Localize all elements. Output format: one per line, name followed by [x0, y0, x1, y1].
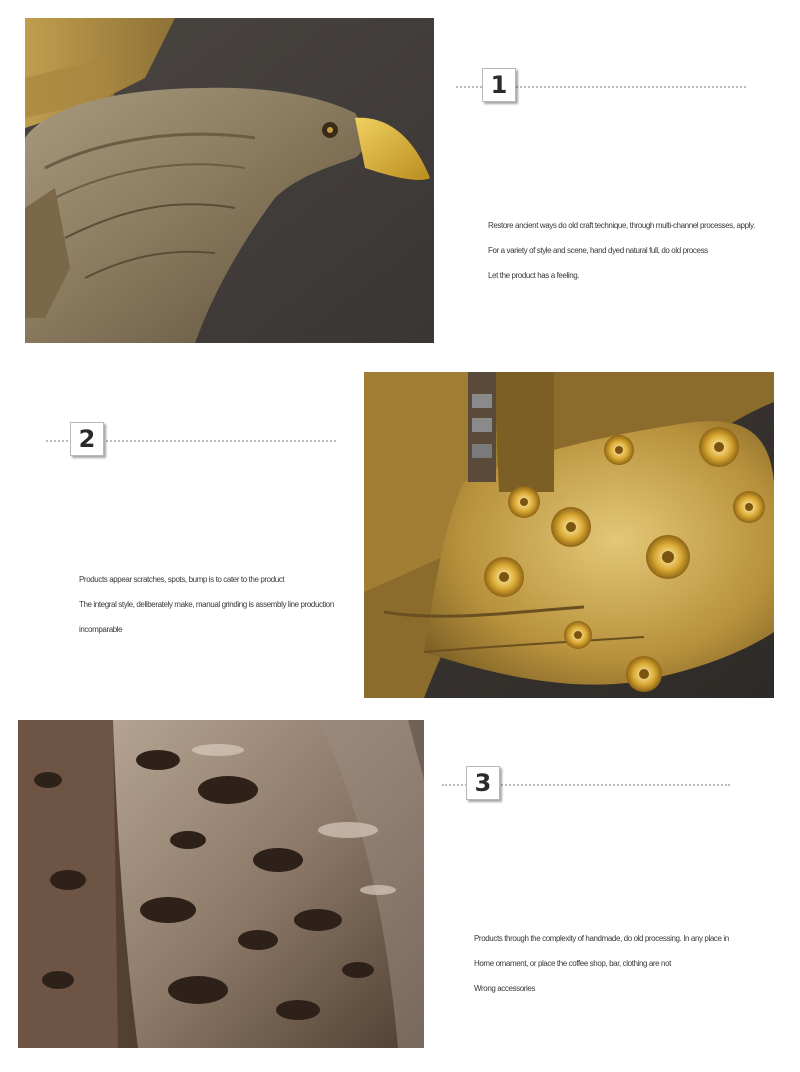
eagle-head-photo: [25, 18, 434, 343]
description-line: Home ornament, or place the coffee shop, bar, clothing are not: [474, 959, 671, 968]
golden-wing-flowers-photo: [364, 372, 774, 698]
section-number-2: 2: [70, 422, 104, 456]
description-line: Let the product has a feeling.: [488, 271, 580, 280]
description-line: Restore ancient ways do old craft technique, through multi-channel processes, apply.: [488, 221, 755, 230]
section-1-description: [488, 220, 755, 295]
section-number-3: 3: [466, 766, 500, 800]
section-3-description: [474, 933, 729, 1008]
section-3-marker: [442, 766, 730, 802]
description-line: Products through the complexity of handmade, do old processing. In any place in: [474, 934, 729, 943]
section-2-marker: [46, 422, 336, 458]
description-line: incomparable: [79, 625, 123, 634]
section-2-description: [79, 574, 334, 649]
rock-texture-photo: [18, 720, 424, 1048]
description-line: Wrong accessories: [474, 984, 536, 993]
description-line: The integral style, deliberately make, manual grinding is assembly line production: [79, 600, 334, 609]
section-number-1: 1: [482, 68, 516, 102]
description-line: Products appear scratches, spots, bump is to cater to the product: [79, 575, 285, 584]
description-line: For a variety of style and scene, hand dyed natural full, do old process: [488, 246, 708, 255]
section-1-marker: [456, 68, 746, 104]
